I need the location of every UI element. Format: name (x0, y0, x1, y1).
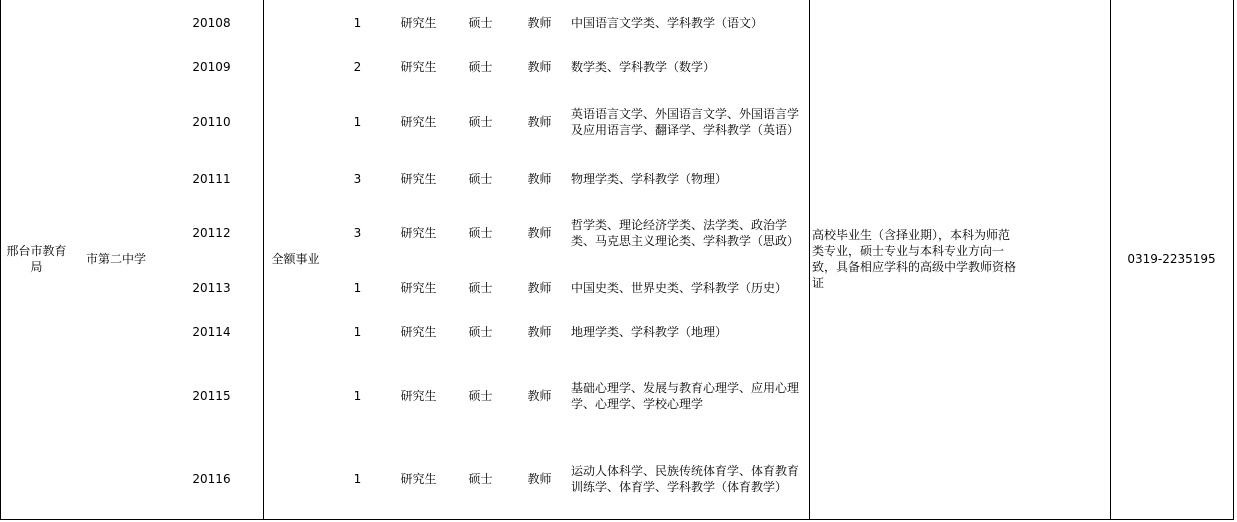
major-cell (568, 156, 810, 202)
major-cell (568, 265, 810, 311)
position-type-cell-text: 教师 (527, 114, 552, 129)
funding-cell-text: 全额事业 (271, 252, 320, 266)
major-cell-text: 中国史类、世界史类、学科教学（历史） (571, 280, 788, 295)
remark-cell (1018, 156, 1111, 202)
education-cell-text: 研究生 (400, 171, 437, 186)
major-cell-text: 中国语言文学类、学科教学（语文） (571, 15, 764, 30)
position-code-cell-text: 20112 (192, 226, 231, 240)
degree-cell (450, 0, 512, 47)
degree-cell-text: 硕士 (468, 15, 493, 30)
funding-cell (263, 0, 329, 520)
major-cell (568, 310, 810, 355)
position-type-cell (511, 438, 569, 520)
position-type-cell (511, 0, 569, 47)
position-type-cell-text: 教师 (527, 59, 552, 74)
degree-cell (450, 201, 512, 266)
education-cell-text: 研究生 (400, 15, 437, 30)
position-type-cell-text: 教师 (527, 471, 552, 486)
position-code-cell (160, 438, 264, 520)
education-cell (387, 201, 451, 266)
remark-cell (1018, 87, 1111, 157)
major-cell (568, 438, 810, 520)
major-cell-text: 基础心理学、发展与教育心理学、应用心理学、心理学、学校心理学 (571, 381, 800, 411)
position-type-cell (511, 87, 569, 157)
education-cell (387, 354, 451, 439)
degree-cell (450, 354, 512, 439)
major-cell-text: 运动人体科学、民族传统体育学、体育教育训练学、体育学、学科教学（体育教学） (571, 463, 800, 494)
hire-count-cell (328, 438, 388, 520)
phone-cell (1110, 0, 1234, 520)
education-cell (387, 265, 451, 311)
hire-count-cell-text: 1 (353, 389, 362, 403)
remark-cell (1018, 0, 1111, 47)
hire-count-cell (328, 310, 388, 355)
hire-count-cell (328, 265, 388, 311)
position-code-cell (160, 46, 264, 88)
position-code-cell-text: 20115 (192, 389, 231, 403)
position-type-cell (511, 156, 569, 202)
position-code-cell-text: 20114 (192, 325, 231, 339)
degree-cell-text: 硕士 (468, 114, 493, 129)
remark-cell (1018, 46, 1111, 88)
degree-cell-text: 硕士 (468, 226, 493, 240)
education-cell (387, 87, 451, 157)
unit-cell (72, 0, 161, 520)
education-cell-text: 研究生 (400, 280, 437, 295)
major-cell-text: 地理学类、学科教学（地理） (571, 325, 728, 339)
hire-count-cell (328, 201, 388, 266)
position-code-cell-text: 20113 (192, 280, 231, 295)
major-cell (568, 201, 810, 266)
major-cell (568, 46, 810, 88)
hire-count-cell-text: 2 (353, 59, 362, 74)
hire-count-cell (328, 46, 388, 88)
hire-count-cell-text: 1 (353, 114, 362, 129)
education-cell (387, 310, 451, 355)
major-cell (568, 87, 810, 157)
position-type-cell-text: 教师 (527, 389, 552, 403)
degree-cell (450, 87, 512, 157)
remark-cell (1018, 201, 1111, 266)
department-cell (0, 0, 73, 520)
hire-count-cell-text: 1 (353, 280, 362, 295)
position-type-cell-text: 教师 (527, 226, 552, 240)
education-cell-text: 研究生 (400, 226, 437, 240)
education-cell-text: 研究生 (400, 471, 437, 486)
requirements-cell (809, 0, 1019, 520)
position-code-cell-text: 20108 (192, 15, 231, 30)
hire-count-cell-text: 3 (353, 171, 362, 186)
degree-cell (450, 46, 512, 88)
major-cell-text: 英语语言文学、外国语言文学、外国语言学及应用语言学、翻译学、学科教学（英语） (571, 106, 800, 137)
major-cell-text: 哲学类、理论经济学类、法学类、政治学类、马克思主义理论类、学科教学（思政） (571, 218, 800, 248)
hire-count-cell (328, 354, 388, 439)
degree-cell-text: 硕士 (468, 59, 493, 74)
degree-cell (450, 156, 512, 202)
unit-cell-text: 市第二中学 (85, 252, 146, 266)
position-code-cell (160, 354, 264, 439)
position-code-cell (160, 310, 264, 355)
position-type-cell-text: 教师 (527, 15, 552, 30)
position-type-cell (511, 310, 569, 355)
hire-count-cell-text: 1 (353, 15, 362, 30)
hire-count-cell-text: 1 (353, 471, 362, 486)
degree-cell-text: 硕士 (468, 280, 493, 295)
position-code-cell-text: 20109 (192, 59, 231, 74)
hire-count-cell (328, 0, 388, 47)
education-cell (387, 156, 451, 202)
position-code-cell (160, 0, 264, 47)
department-cell-text: 邢台市教育局 (6, 244, 67, 274)
education-cell-text: 研究生 (400, 59, 437, 74)
degree-cell-text: 硕士 (468, 389, 493, 403)
degree-cell (450, 310, 512, 355)
major-cell-text: 物理学类、学科教学（物理） (571, 171, 728, 186)
position-code-cell (160, 201, 264, 266)
position-code-cell (160, 87, 264, 157)
position-type-cell-text: 教师 (527, 171, 552, 186)
remark-cell (1018, 438, 1111, 520)
requirements-cell-text: 高校毕业生（含择业期），本科为师范类专业，硕士专业与本科专业方向一致，具备相应学科的高级中学教师资格证 (812, 228, 1017, 290)
remark-cell (1018, 310, 1111, 355)
position-code-cell (160, 156, 264, 202)
hire-count-cell (328, 156, 388, 202)
remark-cell (1018, 354, 1111, 439)
education-cell-text: 研究生 (400, 325, 437, 339)
degree-cell (450, 438, 512, 520)
education-cell-text: 研究生 (400, 389, 437, 403)
degree-cell (450, 265, 512, 311)
position-code-cell-text: 20111 (192, 171, 231, 186)
hire-count-cell (328, 87, 388, 157)
phone-cell-text: 0319-2235195 (1127, 252, 1216, 266)
position-type-cell (511, 201, 569, 266)
position-type-cell (511, 46, 569, 88)
position-type-cell (511, 354, 569, 439)
education-cell (387, 0, 451, 47)
education-cell-text: 研究生 (400, 114, 437, 129)
position-type-cell-text: 教师 (527, 325, 552, 339)
education-cell (387, 438, 451, 520)
position-code-cell-text: 20110 (192, 114, 231, 129)
position-type-cell-text: 教师 (527, 280, 552, 295)
degree-cell-text: 硕士 (468, 471, 493, 486)
position-code-cell (160, 265, 264, 311)
major-cell-text: 数学类、学科教学（数学） (571, 59, 716, 74)
position-type-cell (511, 265, 569, 311)
hire-count-cell-text: 3 (353, 226, 362, 240)
degree-cell-text: 硕士 (468, 325, 493, 339)
position-code-cell-text: 20116 (192, 471, 231, 486)
major-cell (568, 354, 810, 439)
education-cell (387, 46, 451, 88)
remark-cell (1018, 265, 1111, 311)
degree-cell-text: 硕士 (468, 171, 493, 186)
major-cell (568, 0, 810, 47)
hire-count-cell-text: 1 (353, 325, 362, 339)
